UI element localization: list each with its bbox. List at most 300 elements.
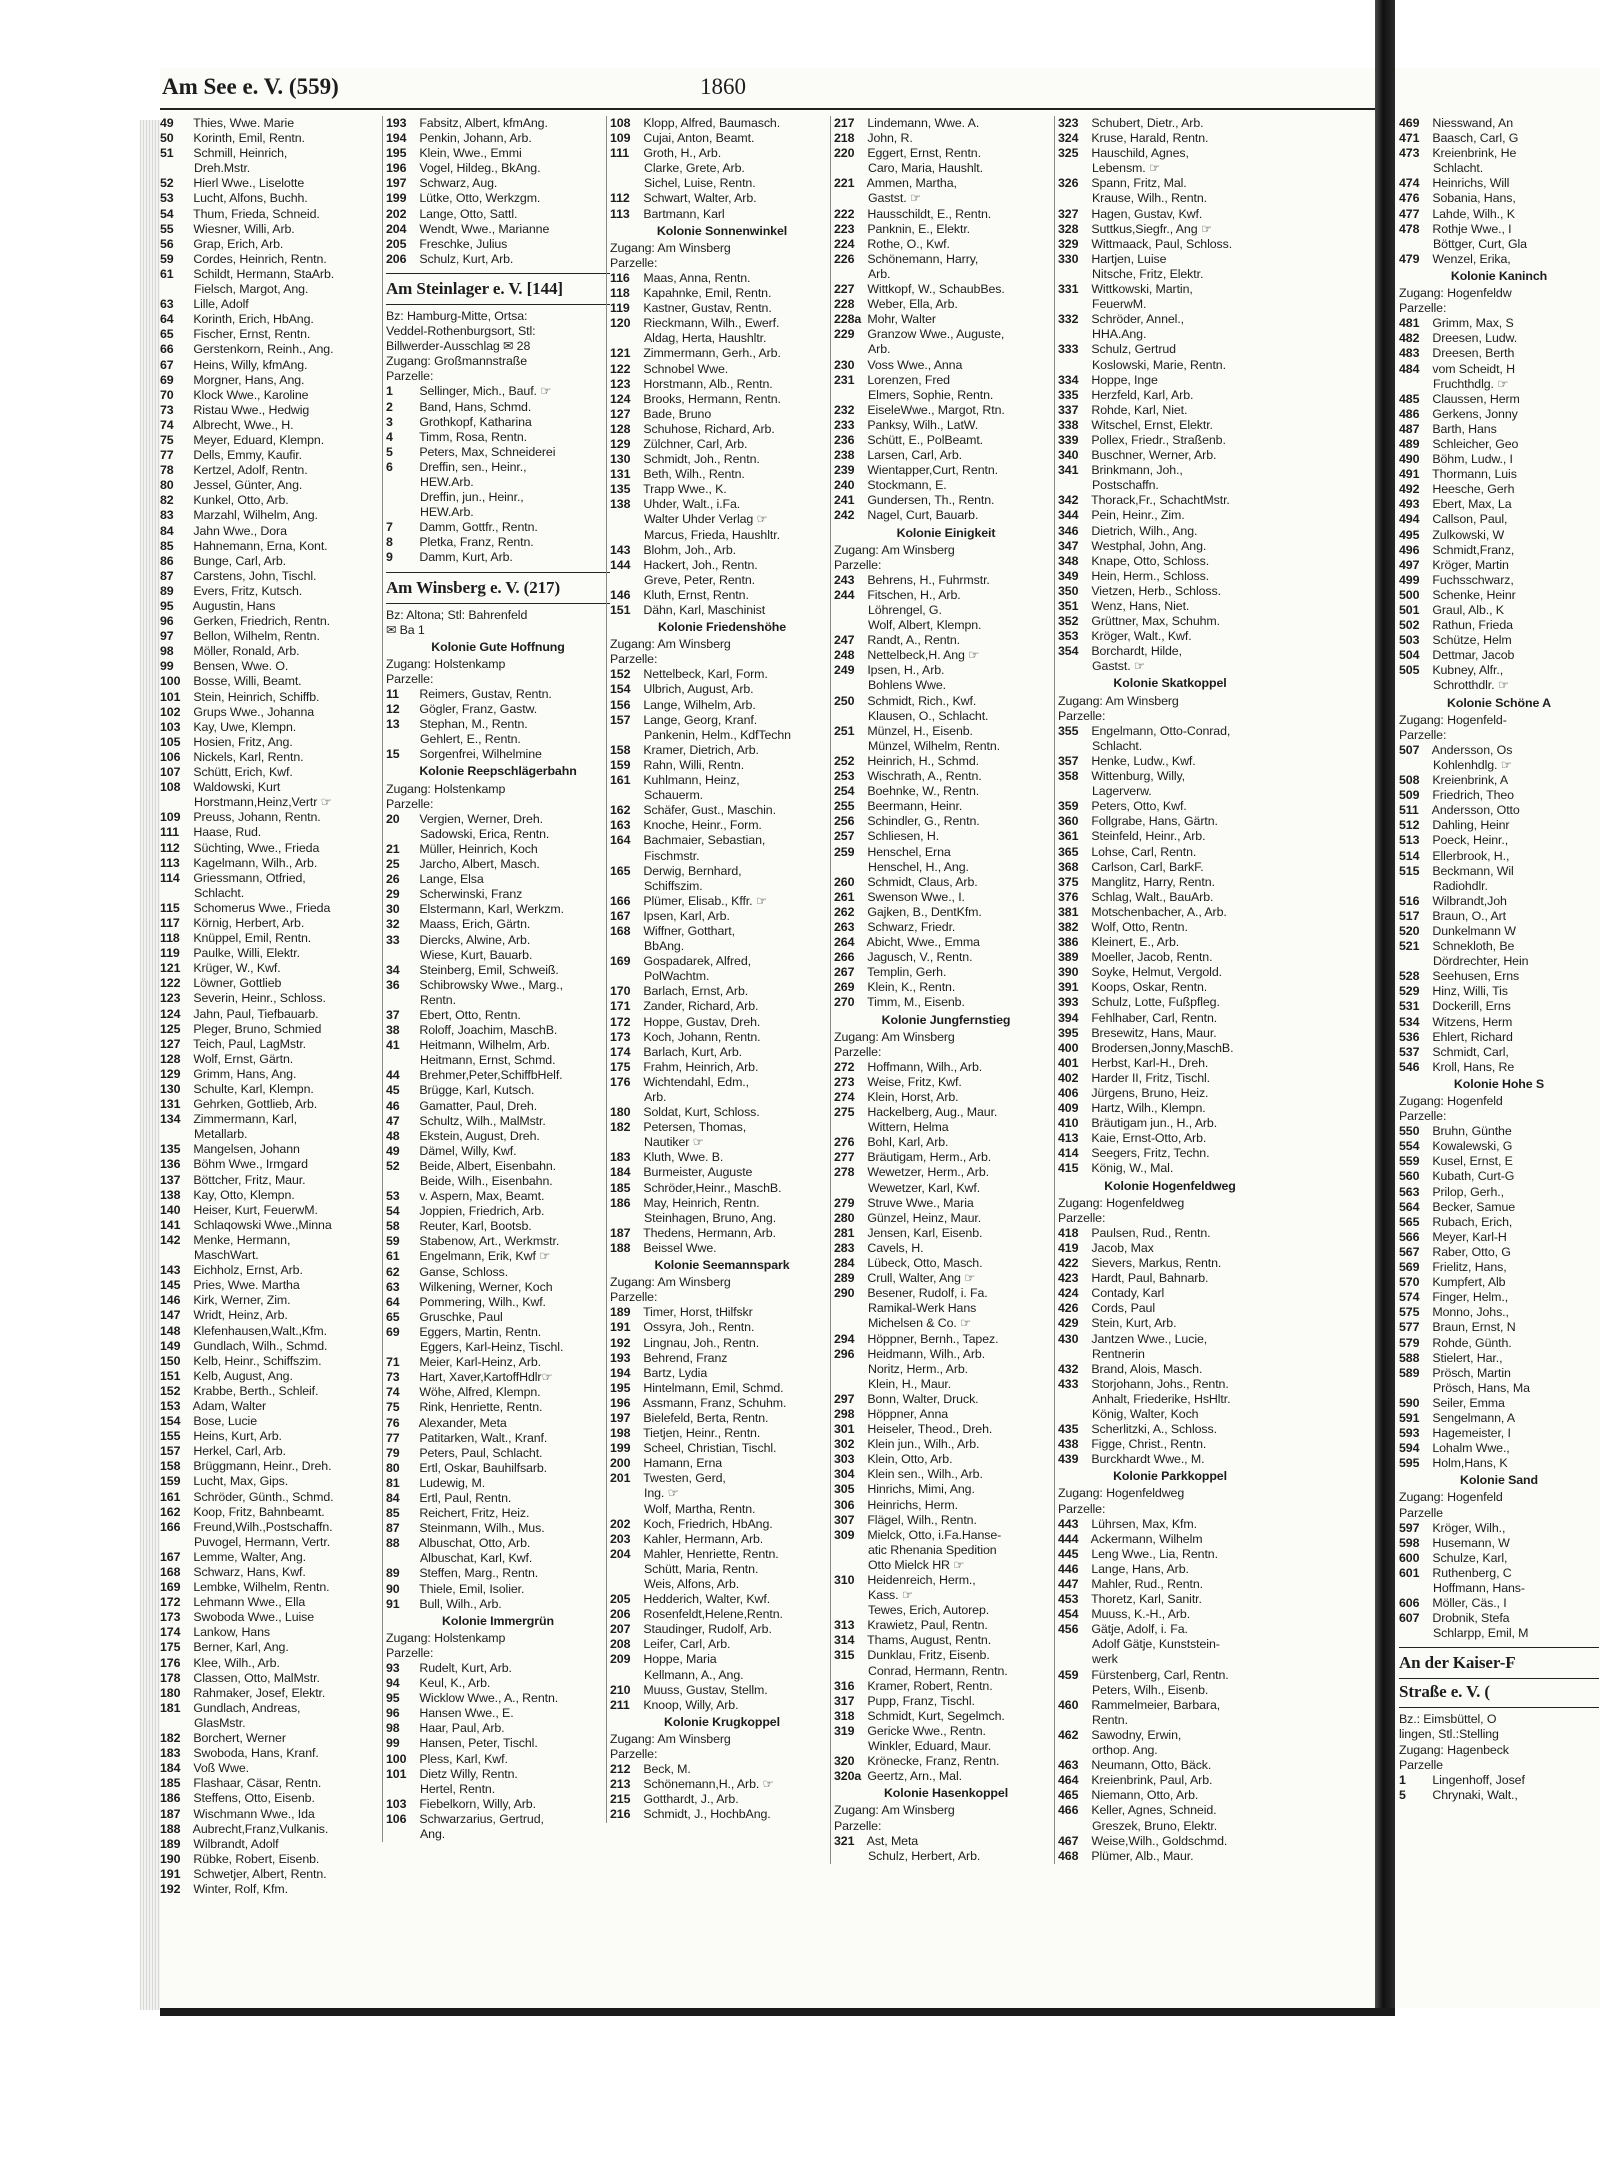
directory-entry (834, 1573, 1058, 1588)
entry-text: Pein, Heinr., Zim. (1088, 508, 1185, 523)
entry-text: Steinfeld, Heinr., Arb. (1088, 829, 1206, 844)
parcel-number: 456 (1058, 1622, 1079, 1637)
entry-continuation: Pankenin, Helm., KdfTechn (644, 727, 791, 742)
parcel-number: 517 (1399, 908, 1420, 923)
entry-continuation: Schauerm. (644, 788, 704, 803)
entry-text: Rübke, Robert, Eisenb. (190, 1851, 320, 1866)
entry-text: Waldowski, Kurt (190, 780, 281, 795)
parcel-number: 242 (834, 508, 855, 523)
parcel-number: 193 (610, 1350, 631, 1365)
parcel-number: 375 (1058, 874, 1079, 889)
entry-text: Dunkelmann W (1429, 923, 1516, 938)
entry-continuation: Michelsen & Co. ☞ (868, 1316, 972, 1331)
info-line: Zugang: Hogenfeldweg (1058, 1195, 1185, 1210)
entry-text: Evers, Fritz, Kutsch. (190, 583, 303, 598)
directory-entry (1399, 1566, 1599, 1581)
entry-text: Patitarken, Walt., Kranf. (416, 1430, 548, 1445)
parcel-number: 157 (160, 1444, 181, 1459)
parcel-number: 284 (834, 1256, 855, 1271)
entry-text: Derwig, Bernhard, (640, 863, 742, 878)
parcel-number: 86 (160, 553, 174, 568)
entry-text: Wilbrandt, Adolf (190, 1836, 279, 1851)
entry-text: Buschner, Werner, Arb. (1088, 448, 1217, 463)
parcel-number: 319 (834, 1723, 855, 1738)
directory-entry (160, 991, 378, 1006)
parcel-number: 494 (1399, 512, 1420, 527)
directory-entry (1399, 482, 1599, 497)
entry-text: Hoppe, Maria (640, 1652, 717, 1667)
entry-text: Schulz, Gertrud (1088, 342, 1176, 357)
info-line: Billwerder-Ausschlag ✉ 28 (386, 339, 531, 354)
entry-text: Kelb, Heinr., Schiffszim. (190, 1353, 322, 1368)
directory-entry (160, 418, 378, 433)
directory-entry (610, 558, 834, 573)
entry-text: Heinrich, H., Schmd. (864, 753, 979, 768)
entry-continuation: Albuschat, Karl, Kwf. (420, 1551, 533, 1566)
directory-entry (834, 633, 1058, 648)
parcel-number: 69 (386, 1324, 400, 1339)
directory-entry (610, 1366, 834, 1381)
parcel-number: 315 (834, 1648, 855, 1663)
parcel-number: 444 (1058, 1531, 1079, 1546)
directory-entry (386, 1582, 610, 1597)
entry-text: Bräutigam jun., H., Arb. (1088, 1116, 1218, 1131)
info-line: Zugang: Am Winsberg (610, 1275, 731, 1290)
entry-text: Lille, Adolf (190, 297, 249, 312)
directory-entry (386, 1038, 610, 1053)
parcel-number: 422 (1058, 1256, 1079, 1271)
info-line: Parzelle: (610, 652, 658, 667)
parcel-number: 66 (160, 342, 174, 357)
parcel-number: 125 (160, 1021, 181, 1036)
entry-continuation: Schrotthdlr. ☞ (1433, 678, 1509, 693)
directory-entry (386, 1752, 610, 1767)
directory-entry (1058, 252, 1282, 267)
entry-text: Burmeister, Auguste (640, 1165, 753, 1180)
directory-entry (610, 1807, 834, 1822)
entry-text: Zimmermann, Karl, (190, 1112, 297, 1127)
directory-entry (610, 698, 834, 713)
entry-text: Adam, Walter (190, 1398, 267, 1413)
parcel-number: 323 (1058, 116, 1079, 130)
directory-entry (610, 1637, 834, 1652)
directory-entry (386, 1099, 610, 1114)
entry-text: Boehnke, W., Rentn. (864, 784, 980, 799)
parcel-number: 393 (1058, 995, 1079, 1010)
parcel-number: 559 (1399, 1154, 1420, 1169)
parcel-number: 446 (1058, 1561, 1079, 1576)
directory-entry (610, 1777, 834, 1792)
entry-continuation: Hoffmann, Hans- (1433, 1581, 1525, 1595)
entry-continuation: Fischmstr. (644, 848, 700, 863)
parcel-number: 239 (834, 463, 855, 478)
entry-text: Schmill, Heinrich, (190, 146, 288, 161)
parcel-number: 199 (386, 191, 407, 206)
entry-continuation: Rentnerin (1092, 1346, 1145, 1361)
parcel-number: 471 (1399, 131, 1420, 146)
parcel-number: 509 (1399, 788, 1420, 803)
directory-entry (160, 1822, 378, 1837)
parcel-number: 45 (386, 1083, 400, 1098)
directory-entry (834, 1075, 1058, 1090)
directory-entry (834, 694, 1058, 709)
parcel-number: 278 (834, 1165, 855, 1180)
directory-entry (610, 207, 834, 222)
directory-entry (1058, 312, 1282, 327)
parcel-number: 250 (834, 693, 855, 708)
entry-text: Mangelsen, Johann (190, 1142, 300, 1157)
parcel-number: 321 (834, 1833, 855, 1848)
parcel-number: 176 (610, 1074, 631, 1089)
parcel-number: 203 (610, 1531, 631, 1546)
entry-text: Wendt, Wwe., Marianne (416, 221, 550, 236)
parcel-number: 171 (610, 999, 631, 1014)
parcel-number: 169 (610, 954, 631, 969)
entry-text: Jagusch, V., Rentn. (864, 950, 973, 965)
directory-entry (160, 1882, 378, 1897)
directory-entry (610, 1441, 834, 1456)
directory-entry (1058, 1161, 1282, 1176)
entry-text: Hoffmann, Wilh., Arb. (864, 1059, 983, 1074)
directory-entry (1058, 146, 1282, 161)
directory-entry (610, 116, 834, 131)
entry-continuation: Sichel, Luise, Rentn. (644, 176, 756, 191)
directory-entry (160, 1339, 378, 1354)
parcel-number: 100 (386, 1751, 407, 1766)
parcel-number: 333 (1058, 342, 1079, 357)
parcel-number: 415 (1058, 1161, 1079, 1176)
entry-text: Blohm, Joh., Arb. (640, 542, 736, 557)
parcel-number: 513 (1399, 833, 1420, 848)
entry-text: Zulkowski, W (1429, 527, 1505, 542)
entry-text: Seegers, Fritz, Techn. (1088, 1146, 1210, 1161)
entry-text: Kagelmann, Wilh., Arb. (190, 855, 318, 870)
directory-entry (1058, 116, 1282, 131)
directory-entry (1058, 463, 1282, 478)
directory-entry (160, 1324, 378, 1339)
directory-entry (1058, 569, 1282, 584)
directory-entry (1058, 1271, 1282, 1286)
parcel-number: 97 (160, 629, 174, 644)
entry-text: Thoretz, Karl, Sanitr. (1088, 1592, 1202, 1607)
parcel-number: 180 (160, 1685, 181, 1700)
directory-entry (834, 1271, 1058, 1286)
directory-entry (386, 1370, 610, 1385)
parcel-number: 90 (386, 1581, 400, 1596)
entry-text: Stabenow, Art., Werkmstr. (416, 1234, 560, 1249)
entry-text: Thorack,Fr., SchachtMstr. (1088, 493, 1230, 508)
directory-entry (160, 629, 378, 644)
directory-entry (834, 1648, 1058, 1663)
entry-text: Bellon, Wilhelm, Rentn. (190, 629, 320, 644)
entry-text: Petersen, Thomas, (640, 1120, 747, 1135)
entry-text: Wolf, Otto, Rentn. (1088, 919, 1188, 934)
parcel-number: 512 (1399, 818, 1420, 833)
entry-text: May, Heinrich, Rentn. (640, 1195, 760, 1210)
entry-text: Haase, Rud. (190, 825, 262, 840)
entry-text: Frahm, Heinrich, Arb. (640, 1059, 759, 1074)
parcel-number: 183 (160, 1746, 181, 1761)
parcel-number: 314 (834, 1633, 855, 1648)
entry-text: Böttcher, Fritz, Maur. (190, 1172, 306, 1187)
entry-text: Rosenfeldt,Helene,Rentn. (640, 1607, 783, 1622)
entry-text: Larsen, Carl, Arb. (864, 448, 962, 463)
parcel-number: 302 (834, 1437, 855, 1452)
parcel-number: 520 (1399, 923, 1420, 938)
entry-text: Sellinger, Mich., Bauf. ☞ (416, 384, 552, 399)
column-4 (834, 116, 1058, 1864)
entry-text: Rubach, Erich, (1429, 1214, 1513, 1229)
directory-entry (160, 705, 378, 720)
directory-entry (386, 887, 610, 902)
parcel-number: 260 (834, 874, 855, 889)
entry-continuation: Adolf Gätje, Kunststein- (1092, 1637, 1220, 1652)
info-line: Bz: Hamburg-Mitte, Ortsa: (386, 308, 528, 323)
entry-text: Rohde, Karl, Niet. (1088, 402, 1188, 417)
parcel-number: 563 (1399, 1184, 1420, 1199)
directory-entry (834, 920, 1058, 935)
entry-text: Wolf, Ernst, Gärtn. (190, 1051, 294, 1066)
entry-text: Hansen, Peter, Tischl. (416, 1736, 538, 1751)
directory-entry (386, 430, 610, 445)
entry-text: Steffens, Otto, Eisenb. (190, 1791, 315, 1806)
parcel-number: 594 (1399, 1441, 1420, 1456)
entry-text: Holm,Hans, K (1429, 1456, 1508, 1471)
directory-entry (160, 1173, 378, 1188)
parcel-number: 77 (386, 1430, 400, 1445)
directory-entry (610, 437, 834, 452)
info-line: Parzelle: (834, 1044, 882, 1059)
entry-text: Panknin, E., Elektr. (864, 221, 971, 236)
parcel-number: 109 (160, 810, 181, 825)
entry-text: Klein sen., Wilh., Arb. (864, 1467, 983, 1482)
directory-entry (160, 720, 378, 735)
parcel-number: 204 (386, 221, 407, 236)
directory-entry (834, 663, 1058, 678)
entry-continuation: Wewetzer, Karl, Kwf. (868, 1180, 981, 1195)
entry-continuation: Schlarpp, Emil, M (1433, 1626, 1529, 1641)
directory-entry (834, 1105, 1058, 1120)
parcel-number: 1 (1399, 1772, 1406, 1787)
entry-text: Hahnemann, Erna, Kont. (190, 538, 328, 553)
directory-entry (610, 818, 834, 833)
entry-text: Soyke, Helmut, Vergold. (1088, 965, 1222, 980)
parcel-number: 59 (160, 251, 174, 266)
entry-text: Dahling, Heinr (1429, 818, 1510, 833)
entry-text: Lübeck, Otto, Masch. (864, 1256, 983, 1271)
directory-entry (160, 1022, 378, 1037)
parcel-number: 276 (834, 1135, 855, 1150)
entry-text: Dockerill, Erns (1429, 999, 1511, 1014)
directory-entry (386, 963, 610, 978)
entry-continuation: Wolf, Albert, Klempn. (868, 618, 982, 633)
directory-entry (610, 407, 834, 422)
entry-text: Voss Wwe., Anna (864, 357, 963, 372)
directory-entry (386, 1661, 610, 1676)
entry-text: Struve Wwe., Maria (864, 1195, 974, 1210)
parcel-number: 184 (610, 1165, 631, 1180)
entry-text: Menke, Hermann, (190, 1232, 291, 1247)
entry-text: Becker, Samue (1429, 1199, 1516, 1214)
entry-text: Böhm, Ludw., I (1429, 452, 1513, 467)
parcel-number: 218 (834, 131, 855, 146)
directory-entry (386, 1159, 610, 1174)
directory-entry (160, 131, 378, 146)
directory-entry (610, 954, 834, 969)
entry-text: Baasch, Carl, G (1429, 131, 1519, 146)
directory-entry (610, 773, 834, 788)
parcel-number: 173 (160, 1610, 181, 1625)
entry-continuation: Nautiker ☞ (644, 1135, 704, 1150)
directory-entry (1058, 1362, 1282, 1377)
info-line: Zugang: Hagenbeck (1399, 1742, 1509, 1757)
entry-text: Brand, Alois, Masch. (1088, 1361, 1203, 1376)
parcel-number: 270 (834, 995, 855, 1010)
entry-text: Muuss, Gustav, Stellm. (640, 1682, 768, 1697)
entry-text: Albrecht, Wwe., H. (190, 417, 294, 432)
directory-entry (160, 1112, 378, 1127)
entry-continuation: Ang. (420, 1827, 446, 1842)
directory-entry (610, 1120, 834, 1135)
directory-entry (160, 871, 378, 886)
parcel-number: 351 (1058, 599, 1079, 613)
parcel-number: 106 (160, 749, 181, 764)
entry-text: Ekstein, August, Dreh. (416, 1128, 540, 1143)
info-line: Parzelle: (1058, 708, 1106, 723)
directory-entry (1399, 176, 1599, 191)
entry-text: Friedrich, Theo (1429, 788, 1514, 803)
directory-entry (386, 1400, 610, 1415)
entry-text: Pollex, Friedr., Straßenb. (1088, 432, 1226, 447)
parcel-number: 453 (1058, 1592, 1079, 1607)
entry-text: Rudelt, Kurt, Arb. (416, 1661, 512, 1675)
entry-text: Motschenbacher, A., Arb. (1088, 904, 1227, 919)
parcel-number: 229 (834, 327, 855, 342)
entry-text: Grothkopf, Katharina (416, 414, 532, 429)
entry-text: Gericke Wwe., Rentn. (864, 1723, 986, 1738)
entry-text: Ackermann, Wilhelm (1088, 1531, 1203, 1546)
parcel-number: 152 (610, 667, 631, 682)
parcel-number: 482 (1399, 331, 1420, 346)
parcel-number: 595 (1399, 1456, 1420, 1471)
directory-entry (834, 1407, 1058, 1422)
entry-text: Freund,Wilh.,Postschaffn. (190, 1519, 333, 1534)
entry-text: Wilbrandt,Joh (1429, 893, 1507, 908)
column-divider (1054, 116, 1055, 1864)
colony-heading: Kolonie Parkkoppel (1113, 1469, 1227, 1484)
entry-text: Rahn, Willi, Rentn. (640, 757, 745, 772)
entry-text: Keul, K., Arb. (416, 1676, 491, 1691)
entry-text: Fischer, Ernst, Rentn. (190, 327, 311, 342)
parcel-number: 357 (1058, 753, 1079, 768)
colony-heading: Kolonie Hohe S (1453, 1076, 1545, 1091)
parcel-number: 12 (386, 702, 400, 717)
entry-text: Hackelberg, Aug., Maur. (864, 1105, 998, 1120)
entry-text: Granzow Wwe., Auguste, (864, 327, 1005, 342)
entry-text: Contady, Karl (1088, 1286, 1165, 1301)
column-6 (1399, 116, 1599, 1803)
parcel-number: 274 (834, 1090, 855, 1104)
directory-entry (834, 1724, 1058, 1739)
entry-continuation: Lebensm. ☞ (1092, 161, 1160, 176)
directory-entry (1399, 1045, 1599, 1060)
directory-entry (610, 999, 834, 1014)
parcel-number: 80 (160, 478, 174, 493)
directory-entry (160, 358, 378, 373)
column-divider (830, 116, 831, 1864)
parcel-number: 181 (160, 1700, 181, 1715)
parcel-number: 429 (1058, 1316, 1079, 1331)
parcel-number: 47 (386, 1113, 400, 1128)
entry-text: Crull, Walter, Ang ☞ (864, 1271, 976, 1286)
parcel-number: 118 (160, 931, 180, 946)
directory-entry (834, 146, 1058, 161)
parcel-number: 145 (160, 1278, 181, 1293)
parcel-number: 528 (1399, 969, 1420, 984)
directory-entry (610, 1426, 834, 1441)
directory-entry (160, 1293, 378, 1308)
parcel-number: 360 (1058, 814, 1079, 829)
parcel-number: 208 (610, 1637, 631, 1652)
directory-entry (834, 784, 1058, 799)
parcel-number: 152 (160, 1383, 181, 1398)
entry-text: Schmidt, Kurt, Segelmch. (864, 1708, 1005, 1723)
directory-entry (1058, 829, 1282, 844)
entry-text: Schmidt, Claus, Arb. (864, 874, 978, 889)
entry-text: Schultz, Wilh., MalMstr. (416, 1113, 546, 1128)
directory-entry (1399, 1320, 1599, 1335)
colony-heading: Kolonie Immergrün (442, 1613, 554, 1628)
parcel-number: 607 (1399, 1611, 1420, 1626)
entry-text: Burckhardt Wwe., M. (1088, 1452, 1205, 1467)
parcel-number: 96 (386, 1706, 400, 1721)
parcel-number: 447 (1058, 1577, 1079, 1591)
directory-entry (160, 1384, 378, 1399)
directory-entry (160, 916, 378, 931)
parcel-number: 332 (1058, 312, 1079, 327)
entry-text: Mahler, Rud., Rentn. (1088, 1577, 1203, 1591)
parcel-number: 339 (1058, 432, 1079, 447)
directory-entry (610, 1181, 834, 1196)
info-line: Zugang: Hogenfeldw (1399, 286, 1512, 301)
directory-entry (1058, 1026, 1282, 1041)
directory-entry (610, 1652, 834, 1667)
parcel-number: 202 (386, 206, 407, 221)
parcel-number: 77 (160, 448, 174, 463)
page-bottom-edge (160, 2008, 1395, 2016)
parcel-number: 59 (386, 1234, 400, 1249)
parcel-number: 262 (834, 904, 855, 919)
parcel-number: 21 (386, 841, 400, 856)
parcel-number: 361 (1058, 829, 1079, 844)
parcel-number: 413 (1058, 1131, 1079, 1146)
entry-text: Eggert, Ernst, Rentn. (864, 146, 981, 161)
entry-text: Schröder, Günth., Schmd. (190, 1489, 334, 1504)
parcel-number: 182 (610, 1120, 631, 1135)
parcel-number: 438 (1058, 1437, 1079, 1452)
entry-text: Plümer, Alb., Maur. (1088, 1848, 1194, 1863)
entry-text: Griessmann, Otfried, (190, 870, 306, 885)
parcel-number: 279 (834, 1195, 855, 1210)
entry-text: Schröder,Heinr., MaschB. (640, 1180, 782, 1195)
parcel-number: 96 (160, 614, 174, 629)
entry-text: Hagen, Gustav, Kwf. (1088, 206, 1203, 221)
parcel-number: 335 (1058, 387, 1079, 402)
entry-text: Koch, Johann, Rentn. (640, 1029, 761, 1044)
parcel-number: 492 (1399, 482, 1420, 497)
directory-entry (160, 1399, 378, 1414)
parcel-number: 589 (1399, 1365, 1420, 1380)
